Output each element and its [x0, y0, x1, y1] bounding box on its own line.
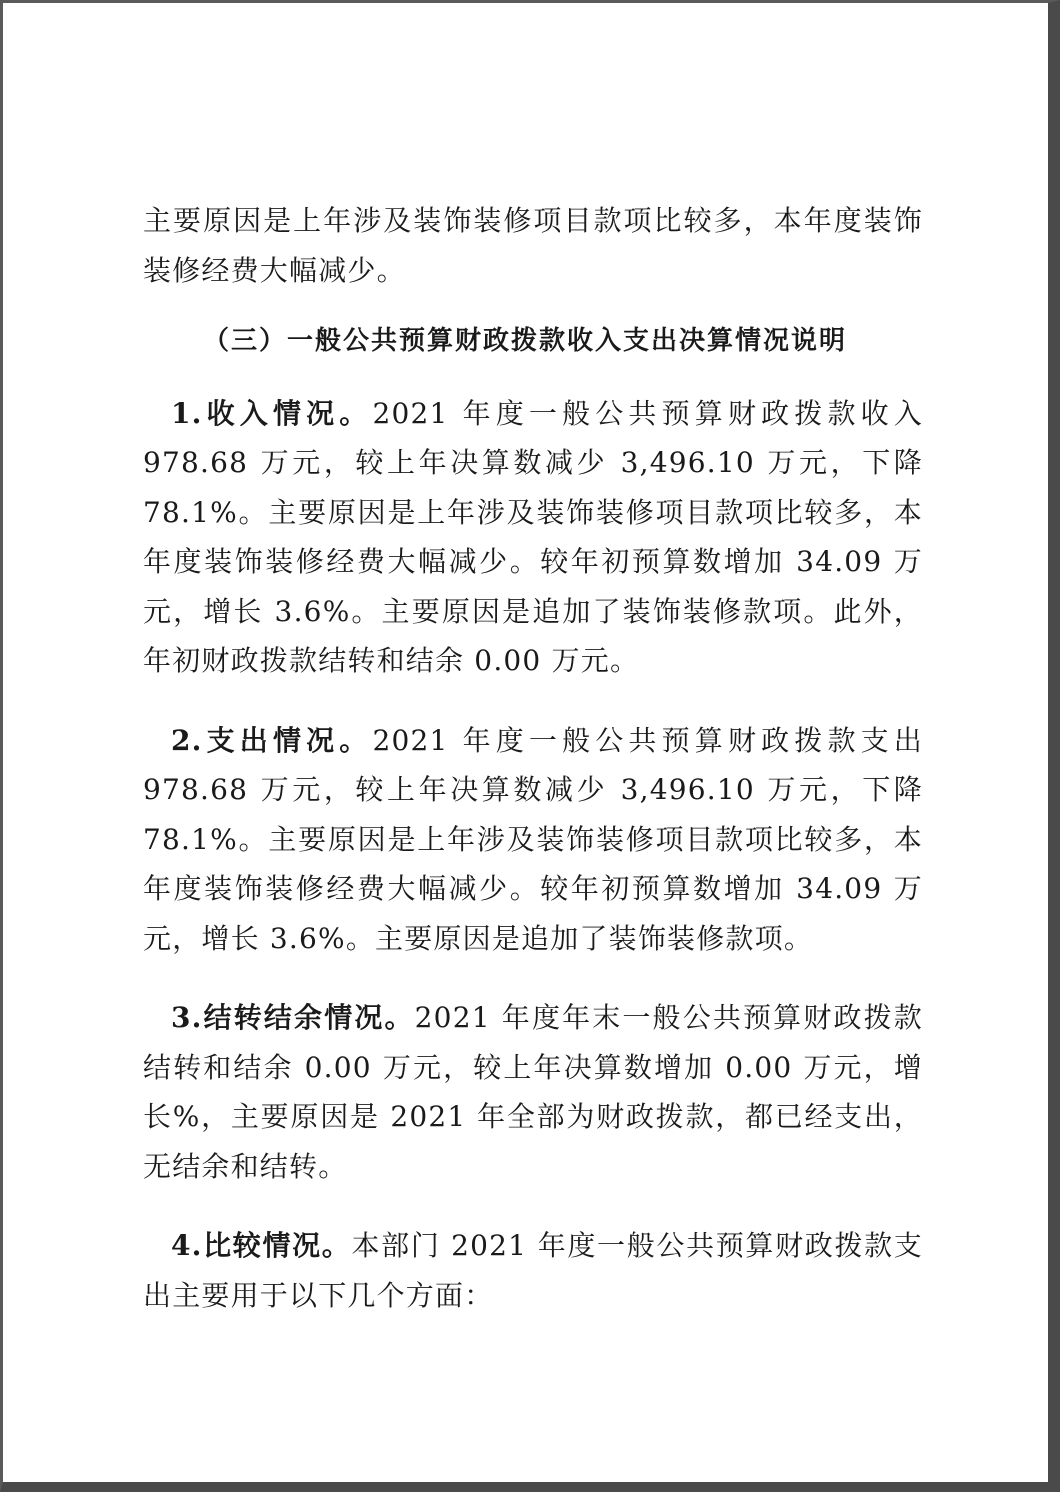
paragraph-carryover-text: 2021 年度年末一般公共预算财政拨款结转和结余 0.00 万元，较上年决算数增加 0.00 万元，增长%，主要原因是 2021 年全部为财政拨款，都已经支出，无结余和结转。	[143, 1001, 923, 1183]
paragraph-expenditure-lead: 2.支出情况。	[171, 723, 373, 757]
continuation-paragraph: 主要原因是上年涉及装饰装修项目款项比较多，本年度装饰装修经费大幅减少。	[143, 204, 923, 287]
document-body	[143, 196, 923, 1320]
paragraph-comparison-text: 本部门 2021 年度一般公共预算财政拨款支出主要用于以下几个方面：	[143, 1229, 923, 1312]
paragraph-carryover	[143, 993, 923, 1191]
paragraph-expenditure	[143, 716, 923, 964]
paragraph-comparison-lead: 4.比较情况。	[171, 1229, 352, 1262]
paragraph-expenditure-text: 2021 年度一般公共预算财政拨款支出 978.68 万元，较上年决算数减少 3,496.10 万元，下降 78.1%。主要原因是上年涉及装饰装修项目款项比较多，本年度装饰装修经费大幅减少。较年初预算数增加 34.09 万元，增长 3.6%。主要原因是追加了装饰装修款项。	[143, 723, 923, 955]
paragraph-income-lead: 1.收入情况。	[171, 396, 373, 430]
paragraph-carryover-lead: 3.结转结余情况。	[171, 1001, 415, 1034]
section-heading: （三）一般公共预算财政拨款收入支出决算情况说明	[203, 326, 848, 356]
paragraph-income-text: 2021 年度一般公共预算财政拨款收入 978.68 万元，较上年决算数减少 3,496.10 万元，下降 78.1%。主要原因是上年涉及装饰装修项目款项比较多，本年度装饰装修经费大幅减少。较年初预算数增加 34.09 万元，增长 3.6%。主要原因是追加了装饰装修款项。此外，年初财政拨款结转和结余 0.00 万元。	[143, 396, 923, 677]
paragraph-comparison	[143, 1221, 923, 1320]
paragraph-income	[143, 389, 923, 686]
